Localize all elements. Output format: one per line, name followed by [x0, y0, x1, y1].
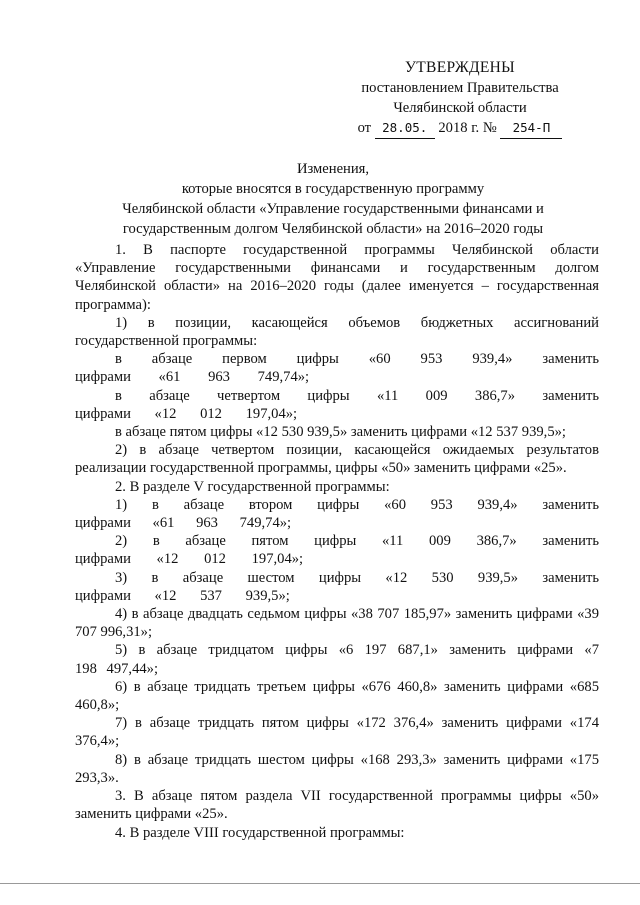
handwritten-date: 28.05.: [375, 118, 435, 139]
approval-issuer: постановлением Правительства: [361, 80, 559, 96]
paragraph: 7) в абзаце тридцать пятом цифры «172 376,4» заменить цифрами «174 376,4»;: [75, 715, 599, 750]
approval-title: УТВЕРЖДЕНЫ: [405, 59, 515, 76]
page-edge-line: [0, 883, 640, 884]
paragraph: 1) в абзаце втором цифры «60 953 939,4» заменить цифрами «61 963 749,74»;: [75, 496, 599, 532]
heading-line-1: Изменения,: [296, 161, 370, 177]
approval-date-line: [330, 118, 590, 139]
paragraph: 3. В абзаце пятом раздела VII государственной программы цифры «50» заменить цифрами «25».: [75, 788, 599, 823]
paragraph: 1. В паспорте государственной программы Челябинской области «Управление государственными финансами и государственным долгом Челябинской области» на 2016–2020 годы (далее именуется – государственная программа):: [75, 242, 599, 313]
paragraph: 3) в абзаце шестом цифры «12 530 939,5» заменить цифрами «12 537 939,5»;: [75, 569, 599, 604]
paragraph: 6) в абзаце тридцать третьем цифры «676 460,8» заменить цифрами «685 460,8»;: [75, 678, 599, 714]
paragraph: в абзаце пятом цифры «12 530 939,5» заменить цифрами «12 537 939,5»;: [115, 424, 566, 441]
paragraph: 2. В разделе V государственной программы:: [115, 478, 390, 495]
paragraph: 1) в позиции, касающейся объемов бюджетных ассигнований государственной программы:: [75, 314, 599, 350]
paragraph: 2) в абзаце пятом цифры «11 009 386,7» заменить цифрами «12 012 197,04»;: [75, 533, 599, 568]
heading-line-4: государственным долгом Челябинской области» на 2016–2020 годы: [122, 221, 544, 237]
document-heading: [88, 159, 578, 239]
approval-block: [330, 58, 590, 139]
approval-region: Челябинской области: [393, 100, 527, 116]
year-number-label: 2018 г. №: [438, 120, 497, 136]
paragraph: 5) в абзаце тридцатом цифры «6 197 687,1» заменить цифрами «7 198 497,44»;: [75, 642, 599, 677]
document-body: [75, 241, 599, 842]
paragraph: 4. В разделе VIII государственной программы:: [115, 824, 405, 841]
paragraph: в абзаце четвертом цифры «11 009 386,7» заменить цифрами «12 012 197,04»;: [75, 387, 599, 422]
paragraph: 8) в абзаце тридцать шестом цифры «168 293,3» заменить цифрами «175 293,3».: [75, 751, 599, 786]
heading-line-2: которые вносятся в государственную программу: [181, 181, 485, 197]
date-prefix: от: [357, 120, 372, 136]
heading-line-3: Челябинской области «Управление государственными финансами и: [122, 201, 544, 217]
handwritten-decree-number: 254-П: [500, 118, 562, 139]
paragraph: 2) в абзаце четвертом позиции, касающейся ожидаемых результатов реализации государственной программы, цифры «50» заменить цифрами «25».: [75, 442, 599, 477]
paragraph: в абзаце первом цифры «60 953 939,4» заменить цифрами «61 963 749,74»;: [75, 351, 599, 386]
paragraph: 4) в абзаце двадцать седьмом цифры «38 707 185,97» заменить цифрами «39 707 996,31»;: [75, 606, 599, 641]
